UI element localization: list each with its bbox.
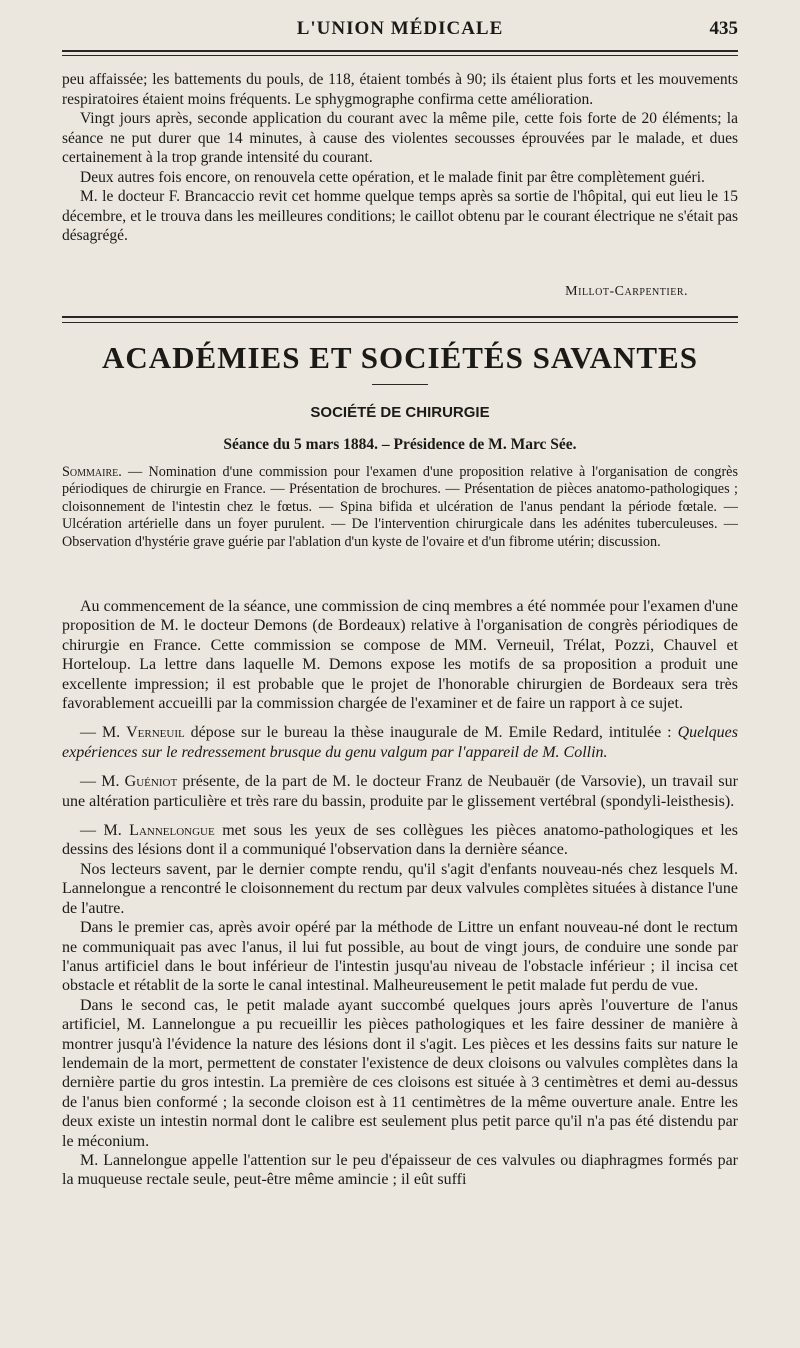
case-paragraph: Deux autres fois encore, on renouvela cette opération, et le malade finit par être complètement guéri.: [80, 168, 705, 186]
title-ornament-rule: [372, 384, 428, 385]
minutes-paragraph: Nos lecteurs savent, par le dernier compte rendu, qu'il s'agit d'enfants nouveau-nés chez lesquels M. Lannelongue a rencontré le cloisonnement du rectum par deux valvules complètes situées à distance l'une de l'autre.: [62, 860, 738, 917]
speaker-name: Verneuil: [126, 724, 185, 742]
minutes-paragraph: Au commencement de la séance, une commission de cinq membres a été nommée pour l'examen d'une proposition de M. le docteur Demons (de Bordeaux) relative à l'organisation de congrès périodiques de chirurgie en France. Cette commission se compose de MM. Verneuil, Trélat, Pozzi, Chauvel et Horteloup. La lettre dans laquelle M. Demons expose les motifs de sa proposition a produit une excellente impression; il est probable que le projet de l'honorable chirurgien de Bordeaux sera très favorablement accueilli par la commission chargée de l'examiner et de faire un rapport à ce sujet.: [62, 598, 738, 713]
summary-text: — Nomination d'une commission pour l'examen d'une proposition relative à l'organisation de congrès périodiques de chirurgie en France. — Présentation de brochures. — Présentation de pièces anatomo-pathologiques ; cloisonnement de l'intestin chez le fœtus. — Spina bifida et ulcération de l'anus pendant la période fœtale. — Ulcération artérielle dans un foyer purulent. — De l'intervention chirurgicale dans les adénites tuberculeuses. — Observation d'hystérie grave guérie par l'ablation d'un kyste de l'ovaire et d'un fibrome utérin; discussion.: [62, 464, 738, 550]
session-minutes: [62, 597, 738, 1190]
dash-prefix: — M.: [80, 773, 125, 791]
minutes-text: présente, de la part de M. le docteur Franz de Neubauër (de Varsovie), un travail sur une altération particulière et très rare du bassin, produite par le glissement vertébral (spondyli-leisthesis).: [62, 773, 738, 810]
minutes-paragraph: Dans le second cas, le petit malade ayant succombé quelques jours après l'ouverture de l'anus artificiel, M. Lannelongue a pu recueillir les pièces pathologiques et les faire dessiner de manière à montrer jusqu'à l'évidence la nature des lésions dont il s'agit. Les pièces et les dessins faits sur nature le lendemain de la mort, permettent de constater l'existence de deux cloisons ou valvules complètes dans la dernière partie du gros intestin. La première de ces cloisons est située à 3 centimètres et demi au-dessus de l'anus bien conformé ; la seconde cloison est à 11 centimètres de la même ouverture anale. Entre les deux existe un intestin normal dont le calibre est seulement plus petit parce qu'il n'a pas été distendu par le méconium.: [62, 996, 738, 1150]
minutes-paragraph: Dans le premier cas, après avoir opéré par la méthode de Littre un enfant nouveau-né dont le rectum ne communiquait pas avec l'anus, il lui fut possible, au bout de vingt jours, de conduire une sonde par l'anus artificiel dans le bout inférieur de l'intestin jusqu'au niveau de l'obstacle inférieur ; il incisa cet obstacle et rétablit de la sorte le canal intestinal. Malheureusement le petit malade fut perdu de vue.: [62, 919, 738, 995]
speaker-name: Lannelongue: [129, 822, 215, 840]
author-signature: Millot-Carpentier.: [565, 284, 688, 299]
header-rule: [62, 50, 738, 52]
running-head: [62, 18, 738, 44]
header-rule-thin: [62, 55, 738, 56]
minutes-paragraph: [62, 821, 738, 860]
speaker-name: Guéniot: [124, 773, 178, 791]
section-title: ACADÉMIES ET SOCIÉTÉS SAVANTES: [102, 340, 698, 375]
session-line: Séance du 5 mars 1884. – Présidence de M. Marc Sée.: [223, 436, 577, 453]
society-title: SOCIÉTÉ DE CHIRURGIE: [310, 404, 490, 421]
case-paragraph: Vingt jours après, seconde application du courant avec la même pile, cette fois forte de 20 éléments; la séance ne put durer que 14 minutes, à cause des violentes secousses éprouvées par le malade, et dues certainement à la trop grande intensité du courant.: [62, 110, 738, 166]
thesis-title: Quelques expériences sur le redressement brusque du genu valgum par l'appareil de M. Collin.: [62, 724, 739, 761]
section-rule: [62, 316, 738, 318]
minutes-text: dépose sur le bureau la thèse inaugurale de M. Emile Redard, intitulée :: [184, 724, 678, 742]
dash-prefix: — M.: [80, 724, 127, 742]
case-paragraph: peu affaissée; les battements du pouls, de 118, étaient tombés à 90; ils étaient plus forts et les mouvements respiratoires étaient moins fréquents. Le sphygmographe confirma cette amélioration.: [62, 71, 738, 108]
summary-lead: Sommaire.: [62, 464, 122, 480]
running-title: L'UNION MÉDICALE: [296, 18, 504, 39]
case-paragraph: M. le docteur F. Brancaccio revit cet homme quelque temps après sa sortie de l'hôpital, qui eut lieu le 15 décembre, et le trouva dans les meilleures conditions; le caillot obtenu par le courant électrique ne s'était pas désagrégé.: [62, 188, 738, 244]
section-rule-thin: [62, 322, 738, 323]
session-summary: [62, 464, 738, 551]
minutes-paragraph: M. Lannelongue appelle l'attention sur le peu d'épaisseur de ces valvules ou diaphragmes formés par la muqueuse rectale seule, peut-être même amincie ; il eût suffi: [62, 1151, 738, 1189]
case-report: [62, 70, 738, 246]
page-number: 435: [709, 18, 738, 39]
minutes-paragraph: [62, 772, 738, 811]
minutes-text: met sous les yeux de ses collègues les pièces anatomo-pathologiques et les dessins des lésions dont il a communiqué l'observation dans la dernière séance.: [62, 822, 738, 859]
minutes-paragraph: [62, 723, 738, 762]
dash-prefix: — M.: [80, 822, 130, 840]
